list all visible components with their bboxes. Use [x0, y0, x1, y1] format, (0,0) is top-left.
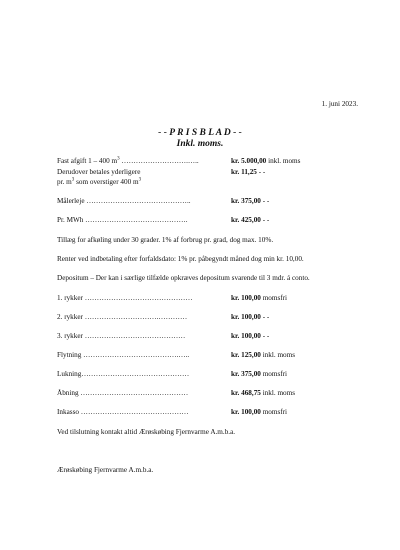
fee-amount: kr. 100,00 [231, 294, 261, 302]
price-label: Pr. MWh ……………………………………. [57, 216, 188, 224]
price-amount: kr. 375,00 [231, 197, 261, 205]
fee-note: inkl. moms [260, 351, 296, 359]
cubic-superscript: 3 [138, 177, 142, 183]
subtitle-text: Inkl. moms. [176, 139, 224, 149]
extra-fee-amount: kr. 11,25 [231, 168, 257, 176]
fee-row [57, 313, 269, 321]
extra-fee-note: - - [256, 168, 266, 176]
fee-amount: kr. 125,00 [231, 351, 261, 359]
cubic-superscript: 3 [117, 156, 120, 162]
fee-note: - - [260, 313, 270, 321]
fee-label: Flytning ………………………………….….. [57, 351, 190, 359]
fee-row [57, 389, 295, 397]
fee-note: inkl. moms [260, 389, 296, 397]
title-text: - - P R I S B L A D - - [158, 128, 242, 138]
price-label: Målerleje …………………………………….. [57, 197, 191, 205]
extra-fee-detail [57, 178, 141, 186]
price-note: - - [260, 216, 270, 224]
fee-label: 3. rykker …………………………………… [57, 332, 186, 340]
fee-note: momsfri [260, 370, 288, 378]
fee-row [57, 294, 287, 302]
fee-label: Åbning ……………………………………… [57, 389, 189, 397]
fee-row [57, 370, 287, 378]
cubic-superscript: 3 [71, 177, 75, 183]
fee-row [57, 351, 295, 359]
price-note: - - [260, 197, 270, 205]
fixed-fee-dots: ……………………….….. [119, 157, 199, 165]
price-amount: kr. 425,00 [231, 216, 261, 224]
extra-fee-detail-prefix: pr. m [57, 178, 72, 186]
fee-note: - - [260, 332, 270, 340]
fee-label: Inkasso ……………………………………… [57, 408, 189, 416]
fee-note: momsfri [260, 294, 288, 302]
document-title [0, 128, 400, 150]
fee-amount: kr. 375,00 [231, 370, 261, 378]
fee-label: Lukning……………………………………… [57, 370, 190, 378]
fee-amount: kr. 468,75 [231, 389, 261, 397]
fixed-fee-note: inkl. moms [266, 157, 301, 165]
extra-fee-row [57, 168, 265, 176]
contact-line: Ved tilslutning kontakt altid Ærøskøbing Fjernvarme A.m.b.a. [57, 428, 236, 436]
document-date: 1. juni 2023. [321, 100, 358, 108]
fee-amount: kr. 100,00 [231, 408, 261, 416]
fee-label: 1. rykker ……………………………………… [57, 294, 193, 302]
fee-label: 2. rykker ………………………….………… [57, 313, 188, 321]
fixed-fee-amount: kr. 5.000,00 [231, 157, 267, 165]
fee-row [57, 408, 287, 416]
fee-amount: kr. 100,00 [231, 332, 261, 340]
fee-note: momsfri [260, 408, 288, 416]
fixed-fee-label: Fast afgift 1 – 400 m [57, 157, 118, 165]
fee-amount: kr. 100,00 [231, 313, 261, 321]
signature-line: Ærøskøbing Fjernvarme A.m.b.a. [57, 466, 154, 474]
fixed-fee-row [57, 157, 300, 165]
price-row-mwh [57, 216, 269, 224]
cooling-paragraph: Tillæg for afkøling under 30 grader. 1% af forbrug pr. grad, dog max. 10%. [57, 236, 274, 244]
interest-paragraph: Renter ved indbetaling efter forfaldsdato: 1% pr. påbegyndt måned dog min kr. 10,00. [57, 255, 304, 263]
fee-row [57, 332, 269, 340]
extra-fee-label: Derudover betales yderligere [57, 168, 141, 176]
price-row-meter [57, 197, 269, 205]
deposit-paragraph: Depositum – Der kan i særlige tilfælde opkræves depositum svarende til 3 mdr. á conto. [57, 274, 310, 282]
extra-fee-detail-mid: som overstiger 400 m [74, 178, 139, 186]
